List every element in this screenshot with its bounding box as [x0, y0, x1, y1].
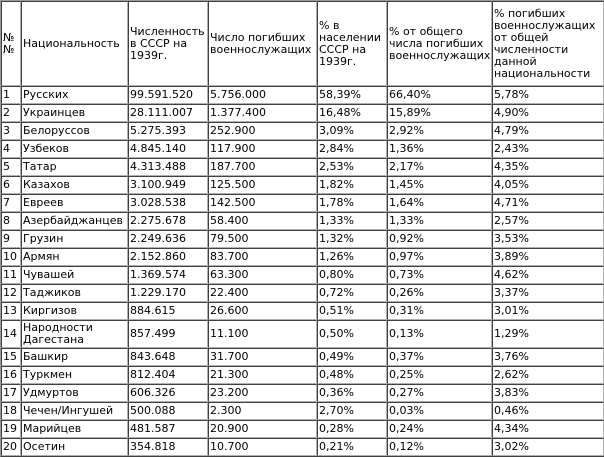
- cell-nationality: Таджиков: [21, 284, 128, 302]
- cell-killed-percent-total: 0,25%: [387, 366, 492, 384]
- cell-number: 10: [1, 248, 21, 266]
- cell-killed-percent-nationality: 3,53%: [492, 230, 604, 248]
- cell-number: 4: [1, 140, 21, 158]
- cell-killed-soldiers: 125.500: [208, 176, 317, 194]
- cell-nationality: Казахов: [21, 176, 128, 194]
- cell-killed-soldiers: 21.300: [208, 366, 317, 384]
- cell-number: 11: [1, 266, 21, 284]
- cell-killed-soldiers: 11.100: [208, 320, 317, 348]
- cell-killed-percent-total: 0,24%: [387, 420, 492, 438]
- cell-killed-percent-nationality: 3,89%: [492, 248, 604, 266]
- cell-killed-percent-nationality: 3,02%: [492, 438, 604, 456]
- cell-killed-percent-nationality: 4,90%: [492, 104, 604, 122]
- cell-killed-soldiers: 1.377.400: [208, 104, 317, 122]
- cell-killed-soldiers: 58.400: [208, 212, 317, 230]
- cell-killed-percent-nationality: 2,57%: [492, 212, 604, 230]
- cell-population-percent: 0,51%: [317, 302, 387, 320]
- cell-population-1939: 354.818: [128, 438, 208, 456]
- cell-killed-soldiers: 2.300: [208, 402, 317, 420]
- cell-killed-percent-nationality: 4,34%: [492, 420, 604, 438]
- header-killed-percent-nationality: % погибших военнослужащих от общей численности данной национальности: [492, 1, 604, 86]
- cell-killed-soldiers: 10.700: [208, 438, 317, 456]
- cell-population-1939: 481.587: [128, 420, 208, 438]
- cell-killed-percent-total: 0,13%: [387, 320, 492, 348]
- cell-nationality: Узбеков: [21, 140, 128, 158]
- cell-population-percent: 1,32%: [317, 230, 387, 248]
- cell-number: 8: [1, 212, 21, 230]
- cell-population-percent: 1,26%: [317, 248, 387, 266]
- cell-nationality: Удмуртов: [21, 384, 128, 402]
- cell-nationality: Киргизов: [21, 302, 128, 320]
- cell-number: 7: [1, 194, 21, 212]
- cell-nationality: Чечен/Ингушей: [21, 402, 128, 420]
- cell-population-1939: 606.326: [128, 384, 208, 402]
- cell-nationality: Осетин: [21, 438, 128, 456]
- table-row: [1, 140, 604, 158]
- cell-killed-percent-nationality: 3,37%: [492, 284, 604, 302]
- cell-population-percent: 2,53%: [317, 158, 387, 176]
- cell-population-1939: 4.313.488: [128, 158, 208, 176]
- cell-killed-percent-total: 0,31%: [387, 302, 492, 320]
- cell-nationality: Русских: [21, 86, 128, 104]
- table-row: [1, 158, 604, 176]
- cell-killed-percent-nationality: 4,05%: [492, 176, 604, 194]
- table-row: [1, 320, 604, 348]
- cell-killed-percent-total: 2,92%: [387, 122, 492, 140]
- cell-population-percent: 0,49%: [317, 348, 387, 366]
- cell-number: 12: [1, 284, 21, 302]
- cell-population-percent: 0,72%: [317, 284, 387, 302]
- cell-population-1939: 2.152.860: [128, 248, 208, 266]
- cell-population-percent: 16,48%: [317, 104, 387, 122]
- cell-nationality: Народности Дагестана: [21, 320, 128, 348]
- cell-nationality: Белоруссов: [21, 122, 128, 140]
- cell-killed-soldiers: 63.300: [208, 266, 317, 284]
- cell-killed-soldiers: 117.900: [208, 140, 317, 158]
- cell-killed-percent-nationality: 3,76%: [492, 348, 604, 366]
- cell-killed-percent-nationality: 4,35%: [492, 158, 604, 176]
- cell-killed-percent-total: 0,92%: [387, 230, 492, 248]
- cell-number: 1: [1, 86, 21, 104]
- table-body: [1, 86, 604, 456]
- cell-killed-percent-total: 1,33%: [387, 212, 492, 230]
- cell-killed-percent-total: 1,36%: [387, 140, 492, 158]
- table-row: [1, 122, 604, 140]
- cell-number: 13: [1, 302, 21, 320]
- cell-killed-percent-total: 0,37%: [387, 348, 492, 366]
- table-row: [1, 420, 604, 438]
- cell-killed-soldiers: 31.700: [208, 348, 317, 366]
- cell-killed-percent-total: 15,89%: [387, 104, 492, 122]
- cell-nationality: Азербайджанцев: [21, 212, 128, 230]
- cell-population-percent: 1,82%: [317, 176, 387, 194]
- cell-number: 2: [1, 104, 21, 122]
- cell-population-1939: 3.028.538: [128, 194, 208, 212]
- cell-killed-soldiers: 252.900: [208, 122, 317, 140]
- cell-killed-soldiers: 23.200: [208, 384, 317, 402]
- cell-population-percent: 3,09%: [317, 122, 387, 140]
- header-nationality: Национальность: [21, 1, 128, 86]
- cell-population-percent: 0,36%: [317, 384, 387, 402]
- cell-population-percent: 0,28%: [317, 420, 387, 438]
- cell-number: 19: [1, 420, 21, 438]
- cell-killed-percent-nationality: 0,46%: [492, 402, 604, 420]
- header-number: № №: [1, 1, 21, 86]
- cell-killed-soldiers: 26.600: [208, 302, 317, 320]
- cell-killed-percent-nationality: 5,78%: [492, 86, 604, 104]
- cell-population-1939: 500.088: [128, 402, 208, 420]
- cell-number: 15: [1, 348, 21, 366]
- cell-nationality: Грузин: [21, 230, 128, 248]
- cell-population-percent: 2,84%: [317, 140, 387, 158]
- cell-number: 20: [1, 438, 21, 456]
- table-row: [1, 402, 604, 420]
- table-row: [1, 266, 604, 284]
- cell-nationality: Армян: [21, 248, 128, 266]
- cell-population-1939: 3.100.949: [128, 176, 208, 194]
- cell-population-percent: 0,80%: [317, 266, 387, 284]
- cell-population-percent: 1,78%: [317, 194, 387, 212]
- cell-nationality: Украинцев: [21, 104, 128, 122]
- cell-killed-percent-total: 0,97%: [387, 248, 492, 266]
- cell-population-percent: 0,50%: [317, 320, 387, 348]
- cell-killed-percent-total: 1,64%: [387, 194, 492, 212]
- cell-nationality: Башкир: [21, 348, 128, 366]
- cell-population-1939: 884.615: [128, 302, 208, 320]
- cell-population-1939: 1.369.574: [128, 266, 208, 284]
- cell-killed-percent-total: 0,73%: [387, 266, 492, 284]
- cell-killed-soldiers: 22.400: [208, 284, 317, 302]
- cell-killed-percent-total: 0,03%: [387, 402, 492, 420]
- cell-population-percent: 58,39%: [317, 86, 387, 104]
- cell-killed-percent-total: 66,40%: [387, 86, 492, 104]
- cell-killed-soldiers: 20.900: [208, 420, 317, 438]
- cell-population-1939: 28.111.007: [128, 104, 208, 122]
- table-row: [1, 302, 604, 320]
- cell-killed-percent-nationality: 2,43%: [492, 140, 604, 158]
- cell-nationality: Татар: [21, 158, 128, 176]
- cell-population-1939: 843.648: [128, 348, 208, 366]
- cell-number: 16: [1, 366, 21, 384]
- cell-population-1939: 812.404: [128, 366, 208, 384]
- cell-nationality: Туркмен: [21, 366, 128, 384]
- cell-number: 18: [1, 402, 21, 420]
- cell-nationality: Марийцев: [21, 420, 128, 438]
- cell-population-1939: 1.229.170: [128, 284, 208, 302]
- cell-number: 9: [1, 230, 21, 248]
- cell-killed-percent-nationality: 3,83%: [492, 384, 604, 402]
- table-row: [1, 384, 604, 402]
- header-population-1939: Численность в СССР на 1939г.: [128, 1, 208, 86]
- table-row: [1, 348, 604, 366]
- cell-number: 5: [1, 158, 21, 176]
- table-row: [1, 176, 604, 194]
- cell-population-percent: 1,33%: [317, 212, 387, 230]
- cell-killed-percent-nationality: 2,62%: [492, 366, 604, 384]
- cell-killed-percent-nationality: 3,01%: [492, 302, 604, 320]
- cell-number: 14: [1, 320, 21, 348]
- cell-number: 3: [1, 122, 21, 140]
- header-row: [1, 1, 604, 86]
- cell-killed-percent-total: 0,27%: [387, 384, 492, 402]
- cell-nationality: Чувашей: [21, 266, 128, 284]
- cell-population-1939: 5.275.393: [128, 122, 208, 140]
- cell-killed-percent-total: 0,26%: [387, 284, 492, 302]
- header-population-percent: % в населении СССР на 1939г.: [317, 1, 387, 86]
- table-row: [1, 438, 604, 456]
- cell-number: 6: [1, 176, 21, 194]
- cell-killed-percent-total: 2,17%: [387, 158, 492, 176]
- table-row: [1, 248, 604, 266]
- table-row: [1, 194, 604, 212]
- cell-killed-percent-total: 0,12%: [387, 438, 492, 456]
- cell-killed-soldiers: 187.700: [208, 158, 317, 176]
- table-row: [1, 212, 604, 230]
- cell-killed-percent-nationality: 4,79%: [492, 122, 604, 140]
- cell-population-1939: 2.275.678: [128, 212, 208, 230]
- cell-population-percent: 0,48%: [317, 366, 387, 384]
- cell-population-1939: 2.249.636: [128, 230, 208, 248]
- cell-killed-percent-nationality: 4,62%: [492, 266, 604, 284]
- cell-killed-percent-nationality: 4,71%: [492, 194, 604, 212]
- table-row: [1, 104, 604, 122]
- cell-killed-soldiers: 79.500: [208, 230, 317, 248]
- table-row: [1, 86, 604, 104]
- cell-population-percent: 2,70%: [317, 402, 387, 420]
- cell-population-1939: 857.499: [128, 320, 208, 348]
- cell-killed-percent-nationality: 1,29%: [492, 320, 604, 348]
- header-killed-soldiers: Число погибших военнослужащих: [208, 1, 317, 86]
- cell-population-1939: 4.845.140: [128, 140, 208, 158]
- cell-population-percent: 0,21%: [317, 438, 387, 456]
- cell-killed-percent-total: 1,45%: [387, 176, 492, 194]
- cell-number: 17: [1, 384, 21, 402]
- table-row: [1, 284, 604, 302]
- cell-population-1939: 99.591.520: [128, 86, 208, 104]
- cell-killed-soldiers: 83.700: [208, 248, 317, 266]
- table-row: [1, 366, 604, 384]
- header-killed-percent-total: % от общего числа погибших военнослужащих: [387, 1, 492, 86]
- cell-nationality: Евреев: [21, 194, 128, 212]
- table-row: [1, 230, 604, 248]
- cell-killed-soldiers: 142.500: [208, 194, 317, 212]
- cell-killed-soldiers: 5.756.000: [208, 86, 317, 104]
